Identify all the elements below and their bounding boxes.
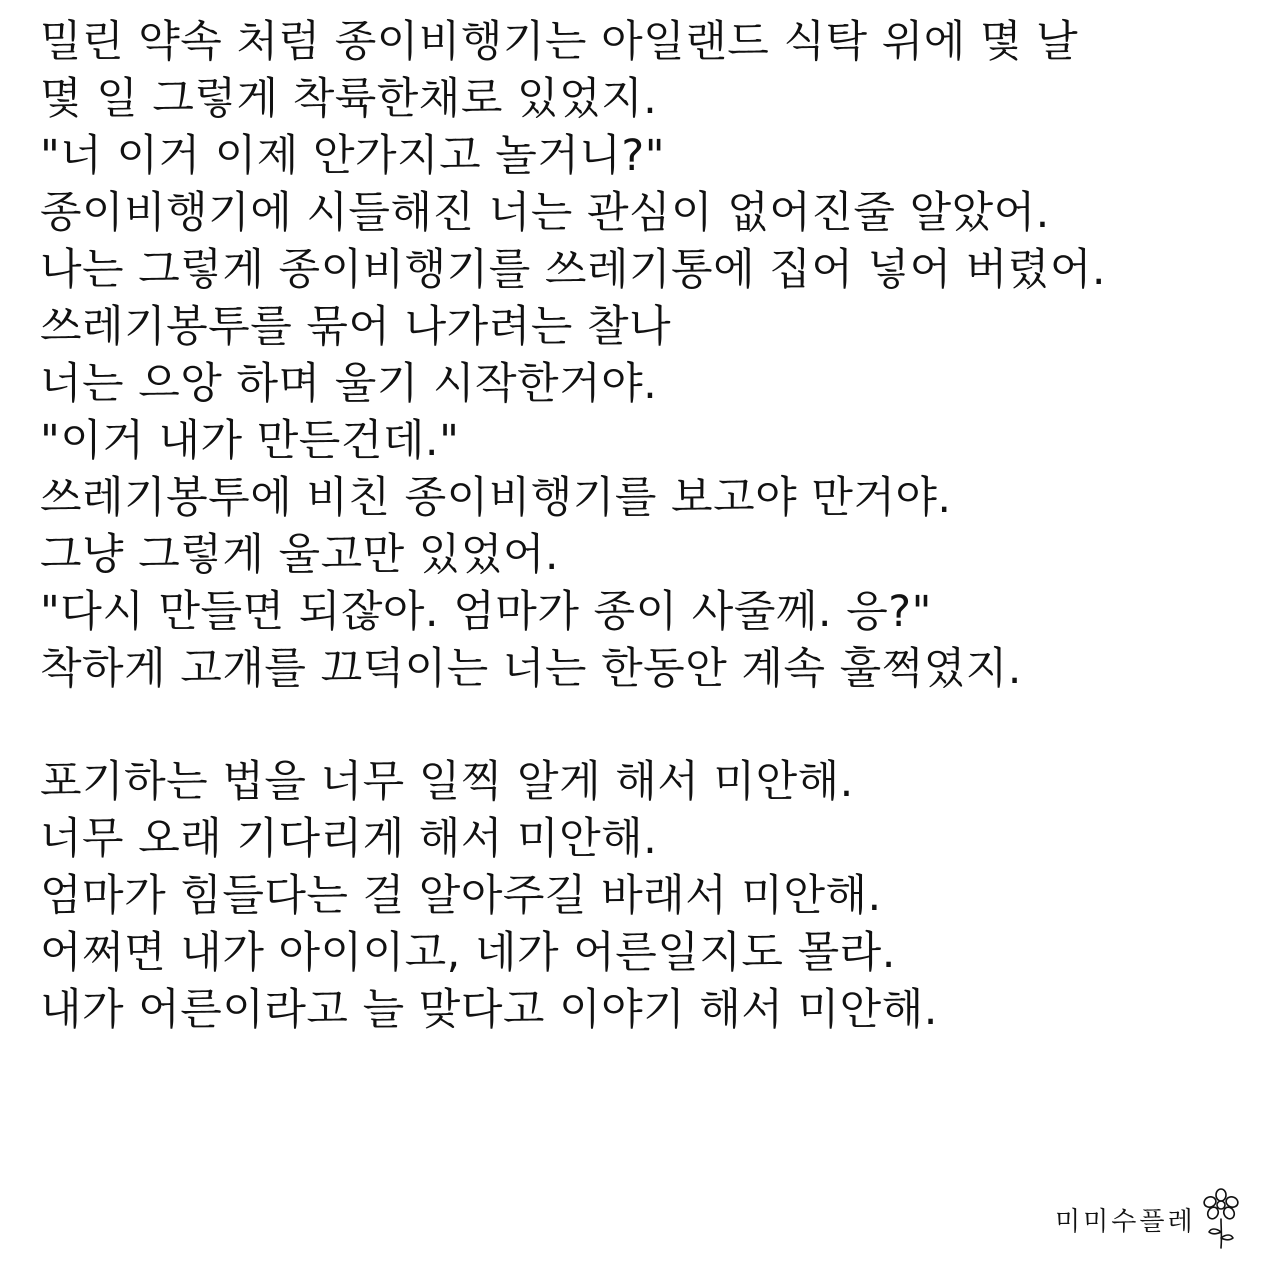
poem-line: 너무 오래 기다리게 해서 미안해. — [40, 814, 658, 864]
poem-text — [40, 14, 1260, 1039]
poem-line: 그냥 그렇게 울고만 있었어. — [40, 530, 560, 580]
poem-line: 착하게 고개를 끄덕이는 너는 한동안 계속 훌쩍였지. — [40, 644, 1022, 694]
poem-line: 종이비행기에 시들해진 너는 관심이 없어진줄 알았어. — [40, 188, 1050, 238]
poem-line: 쓰레기봉투에 비친 종이비행기를 보고야 만거야. — [40, 473, 952, 523]
flower-icon — [1202, 1188, 1240, 1250]
poem-line: "다시 만들면 되잖아. 엄마가 종이 사줄께. 응?" — [40, 587, 932, 637]
poem-line: "너 이거 이제 안가지고 놀거니?" — [40, 131, 666, 181]
poem-line: 너는 으앙 하며 울기 시작한거야. — [40, 359, 658, 409]
poem-line: "이거 내가 만든건데." — [40, 416, 460, 466]
poem-line: 엄마가 힘들다는 걸 알아주길 바래서 미안해. — [40, 871, 882, 921]
poem-line: 나는 그렇게 종이비행기를 쓰레기통에 집어 넣어 버렸어. — [40, 245, 1107, 295]
poem-line: 밀린 약속 처럼 종이비행기는 아일랜드 식탁 위에 몇 날 — [40, 17, 1079, 67]
signature-text: 미미수플레 — [1055, 1206, 1196, 1237]
poem-line: 몇 일 그렇게 착륙한채로 있었지. — [40, 74, 658, 124]
author-signature — [1055, 1188, 1240, 1250]
poem-line: 쓰레기봉투를 묶어 나가려는 찰나 — [40, 302, 672, 352]
poem-line: 포기하는 법을 너무 일찍 알게 해서 미안해. — [40, 757, 854, 807]
poem-line: 어쩌면 내가 아이이고, 네가 어른일지도 몰라. — [40, 928, 896, 978]
poem-line: 내가 어른이라고 늘 맞다고 이야기 해서 미안해. — [40, 985, 938, 1035]
stanza-gap — [40, 698, 1260, 754]
